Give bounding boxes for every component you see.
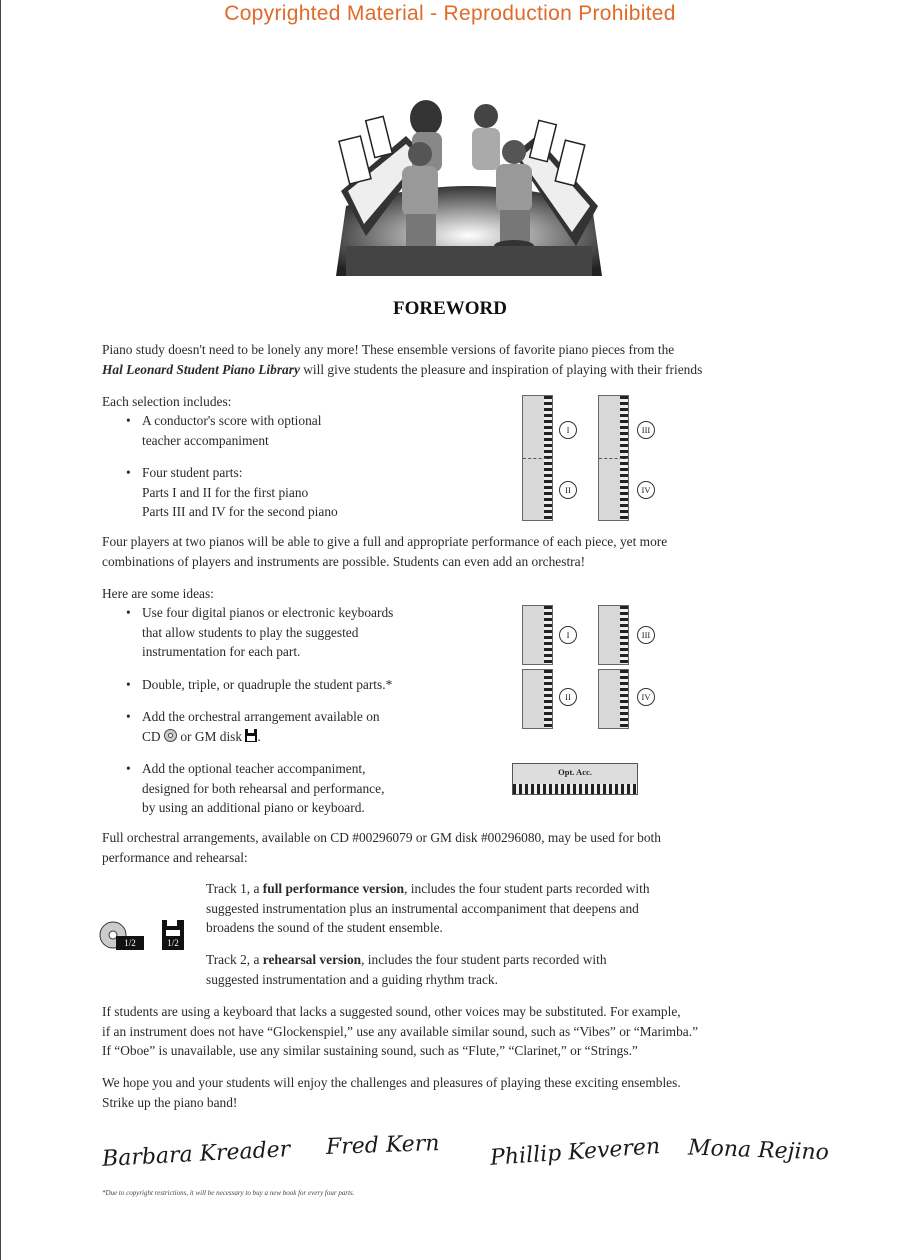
ideas-heading: Here are some ideas:	[102, 586, 214, 601]
part-ii-badge: II	[559, 481, 577, 499]
paragraph-line	[206, 950, 806, 970]
list-item-line: • Double, triple, or quadruple the student parts.*	[142, 676, 393, 692]
list-item	[122, 707, 393, 746]
list-item-line: • A conductor's score with optional	[142, 413, 322, 428]
floppy-disk-icon	[245, 729, 257, 742]
list-item	[122, 759, 393, 818]
list-item-line: that allow students to play the suggested	[142, 624, 359, 640]
rehearsal-version-label: rehearsal version	[262, 952, 362, 967]
paragraph-line: Full orchestral arrangements, available on CD #00296079 or GM disk #00296080, may be used for both	[102, 830, 661, 845]
part-i-badge: I	[559, 626, 577, 644]
part-iii-badge: III	[637, 626, 655, 644]
paragraph-line: combinations of players and instruments are possible. Students can even add an orchestra!	[102, 553, 586, 569]
track-2-paragraph	[206, 950, 806, 989]
list-item-line: • Add the optional teacher accompaniment,	[142, 761, 366, 776]
full-orchestral-paragraph	[102, 828, 842, 867]
full-performance-label: full performance version	[262, 881, 405, 896]
cd-track-icon	[98, 920, 148, 952]
list-item-punctuation: .	[257, 728, 261, 744]
keyboard-part-iv	[598, 669, 629, 729]
part-iv-badge: IV	[637, 688, 655, 706]
signature-mona-rejino: Mona Rejino	[687, 1135, 830, 1166]
piano-two-keyboard	[598, 395, 629, 521]
page-title: FOREWORD	[393, 298, 507, 319]
page-edge	[0, 0, 1, 1260]
list-item-line: Parts I and II for the first piano	[142, 484, 309, 500]
ideas-list	[122, 603, 393, 831]
paragraph-line: If students are using a keyboard that lacks a suggested sound, other voices may be substituted. For example,	[102, 1004, 681, 1019]
piano-ensemble-illustration	[336, 96, 602, 276]
selection-list	[122, 411, 338, 535]
selection-heading: Each selection includes:	[102, 394, 232, 409]
track-2-intro: Track 2, a	[206, 952, 263, 967]
list-item-line	[142, 727, 393, 747]
gm-disk-track-icon	[160, 920, 186, 952]
paragraph-line: broadens the sound of the student ensemble.	[206, 920, 443, 935]
keyboard-part-i	[522, 605, 553, 665]
paragraph-line: if an instrument does not have “Glockenspiel,” use any available similar sound, such as “Vibes” or “Marimba.”	[102, 1023, 699, 1039]
intro-paragraph	[102, 340, 842, 379]
part-iv-badge: IV	[637, 481, 655, 499]
footnote: *Due to copyright restrictions, it will be necessary to buy a new book for every four parts.	[102, 1189, 355, 1197]
intro-line-2	[102, 360, 842, 380]
copyright-watermark: Copyrighted Material - Reproduction Prohibited	[224, 2, 676, 25]
gm-track-label: 1/2	[162, 936, 184, 950]
list-item-line: • Add the orchestral arrangement available on	[142, 709, 380, 724]
paragraph-line: suggested instrumentation and a guiding rhythm track.	[206, 971, 498, 987]
list-item-line: • Four student parts:	[142, 465, 243, 480]
list-item-line: teacher accompaniment	[142, 432, 269, 448]
part-ii-badge: II	[559, 688, 577, 706]
paragraph-line: If “Oboe” is unavailable, use any similar sustaining sound, such as “Flute,” “Clarinet,” or “Strings.”	[102, 1043, 638, 1058]
piano-one-keyboard	[522, 395, 553, 521]
optional-accompaniment-keyboard	[512, 763, 638, 795]
list-item	[122, 411, 338, 450]
cd-track-label: 1/2	[116, 936, 144, 950]
list-item-line: by using an additional piano or keyboard.	[142, 800, 365, 815]
intro-line-1: Piano study doesn't need to be lonely any more! These ensemble versions of favorite piano pieces from the	[102, 342, 675, 357]
gm-disk-label: or GM disk	[180, 728, 243, 744]
intro-line-2-rest: will give students the pleasure and inspiration of playing with their friends	[299, 361, 703, 377]
paragraph-line: Four players at two pianos will be able to give a full and appropriate performance of each piece, yet more	[102, 534, 668, 549]
paragraph-line: performance and rehearsal:	[102, 849, 248, 865]
paragraph-line: suggested instrumentation plus an instrumental accompaniment that deepens and	[206, 900, 639, 916]
list-item	[122, 675, 393, 695]
signature-phillip-keveren: Phillip Keveren	[489, 1134, 661, 1171]
list-item-line: Parts III and IV for the second piano	[142, 504, 338, 519]
list-item-line: designed for both rehearsal and performance,	[142, 780, 385, 796]
track-1-intro: Track 1, a	[206, 881, 263, 896]
signature-barbara-kreader: Barbara Kreader	[101, 1137, 291, 1172]
part-i-badge: I	[559, 421, 577, 439]
keyboard-part-ii	[522, 669, 553, 729]
keyboard-part-iii	[598, 605, 629, 665]
track-1-rest: , includes the four student parts recorded with	[404, 881, 650, 896]
list-item-line: • Use four digital pianos or electronic keyboards	[142, 605, 394, 620]
paragraph-line: Strike up the piano band!	[102, 1094, 238, 1110]
four-players-paragraph	[102, 532, 842, 571]
library-name: Hal Leonard Student Piano Library	[102, 361, 300, 377]
track-1-paragraph	[206, 879, 806, 938]
list-item	[122, 603, 393, 662]
closing-paragraph	[102, 1073, 842, 1112]
opt-acc-label: Opt. Acc.	[558, 767, 592, 777]
signature-fred-kern: Fred Kern	[325, 1131, 440, 1160]
list-item-line: instrumentation for each part.	[142, 644, 301, 659]
list-item	[122, 463, 338, 522]
part-iii-badge: III	[637, 421, 655, 439]
substitute-paragraph	[102, 1002, 842, 1061]
track-2-rest: , includes the four student parts recorded with	[361, 952, 607, 967]
cd-label: CD	[142, 728, 161, 744]
paragraph-line: We hope you and your students will enjoy the challenges and pleasures of playing these exciting ensembles.	[102, 1075, 681, 1090]
paragraph-line	[206, 879, 806, 899]
cd-icon	[164, 729, 177, 742]
